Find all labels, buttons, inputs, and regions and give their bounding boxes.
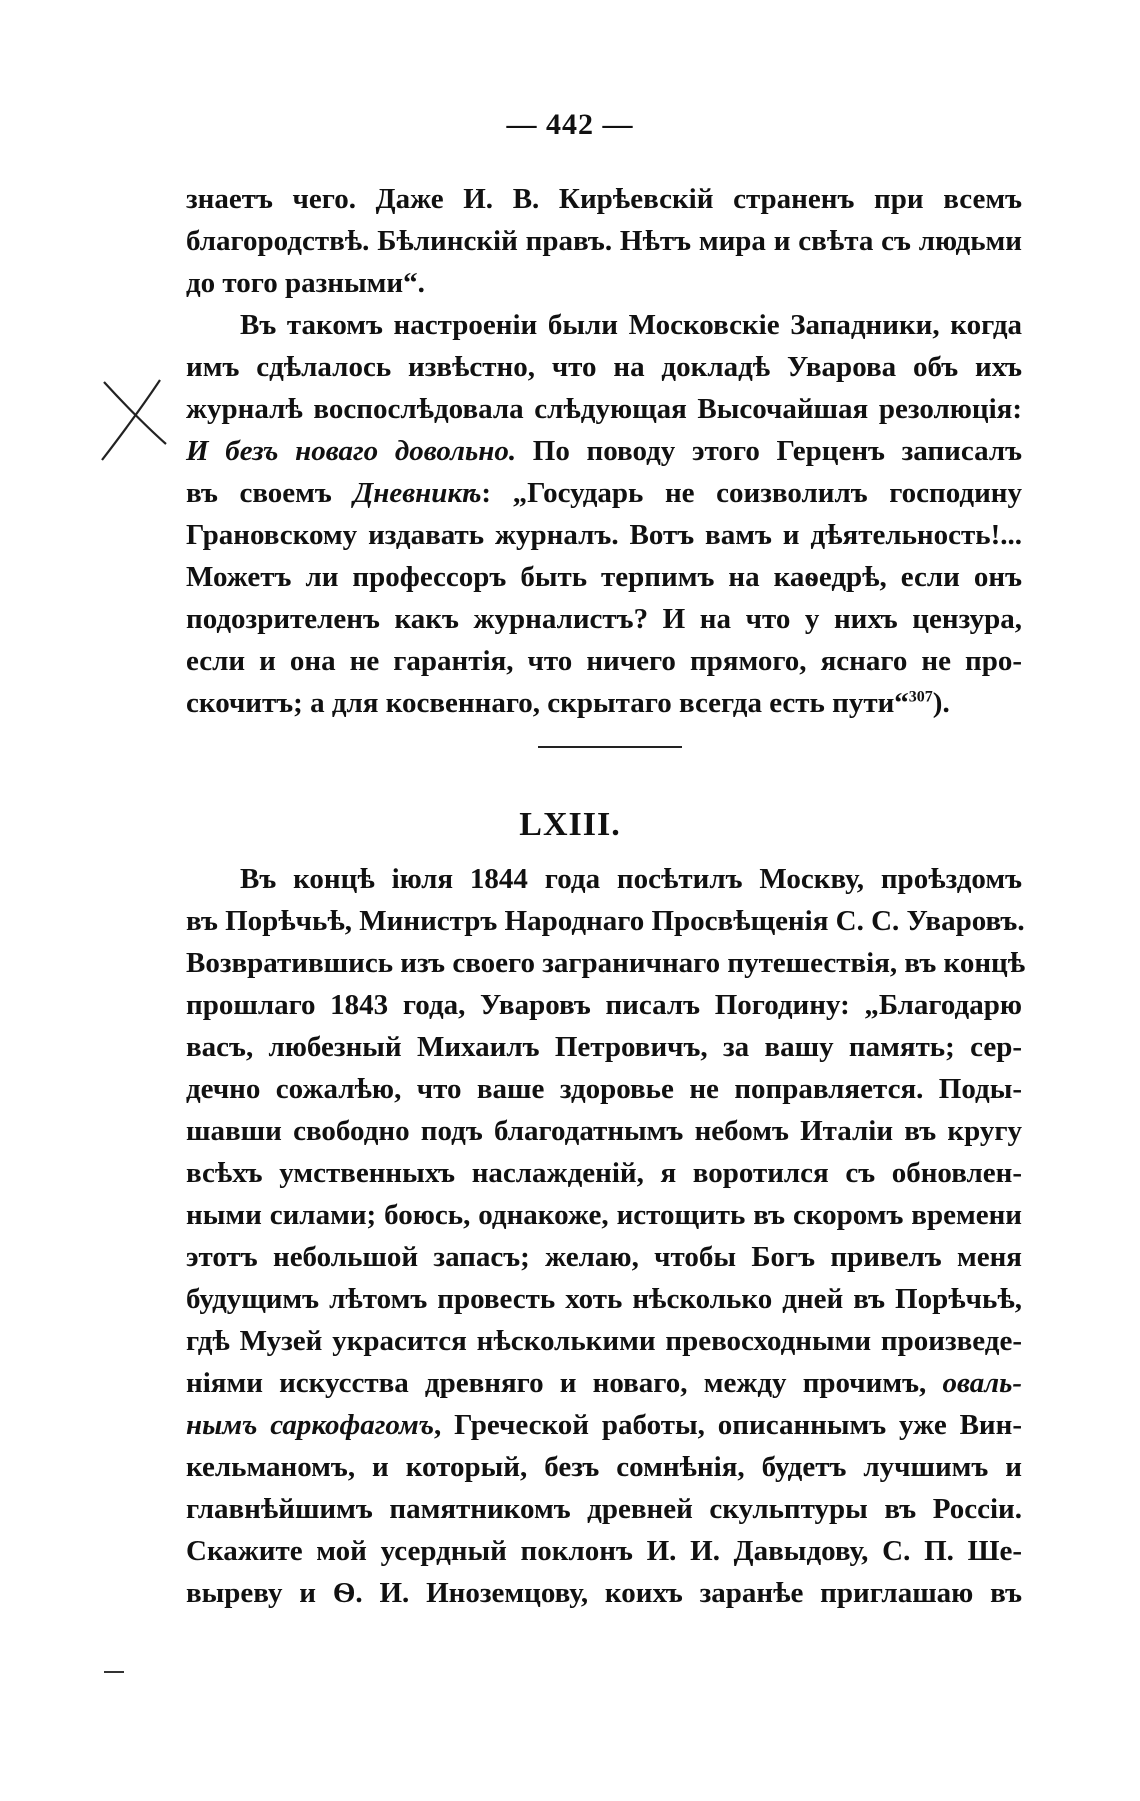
text-fragment: ). bbox=[932, 687, 950, 719]
text-line bbox=[186, 1362, 1022, 1404]
text-line: всѣхъ умственныхъ наслажденій, я воротился съ обновлен- bbox=[186, 1157, 1022, 1189]
paragraph-zapadniki bbox=[186, 304, 1022, 724]
text-line: шавши свободно подъ благодатнымъ небомъ Италіи въ кругу bbox=[186, 1115, 1022, 1147]
italic-sarcophagus: оваль- bbox=[942, 1367, 1022, 1399]
text-line bbox=[186, 1404, 1022, 1446]
text-fragment: По поводу этого Герценъ записалъ bbox=[516, 435, 1022, 467]
text-line: дечно сожалѣю, что ваше здоровье не поправляется. Поды- bbox=[186, 1073, 1022, 1105]
text-fragment: : „Государь не соизволилъ господину bbox=[481, 477, 1022, 509]
paragraph-uvarov bbox=[186, 858, 1026, 1614]
scan-edge-mark bbox=[104, 1670, 124, 1674]
section-heading: LXIII. bbox=[519, 806, 621, 843]
text-line bbox=[186, 430, 1022, 472]
italic-diary: Дневникѣ bbox=[353, 477, 482, 509]
text-fragment: ніями искусства древняго и новаго, между прочимъ, bbox=[186, 1367, 943, 1399]
text-line: благородствѣ. Бѣлинскій правъ. Нѣтъ мира и свѣта съ людьми bbox=[186, 225, 1022, 257]
text-line: главнѣйшимъ памятникомъ древней скульптуры въ Россіи. bbox=[186, 1493, 1022, 1525]
text-line: Въ такомъ настроеніи были Московскіе Западники, когда bbox=[240, 309, 1022, 341]
text-line bbox=[186, 682, 1022, 724]
text-line: Грановскому издавать журналъ. Вотъ вамъ и дѣятельность!... bbox=[186, 519, 1022, 551]
text-line: знаетъ чего. Даже И. В. Кирѣевскій страненъ при всемъ bbox=[186, 183, 1022, 215]
text-line: журналѣ воспослѣдовала слѣдующая Высочайшая резолюція: bbox=[186, 393, 1022, 425]
pencil-cross-mark-icon bbox=[94, 374, 174, 464]
text-line: подозрителенъ какъ журналистъ? И на что у нихъ цензура, bbox=[186, 603, 1022, 635]
text-line: ными силами; боюсь, однакоже, истощить въ скоромъ времени bbox=[186, 1199, 1022, 1231]
text-line: кельманомъ, и который, безъ сомнѣнія, будетъ лучшимъ и bbox=[186, 1451, 1022, 1483]
text-line: гдѣ Музей украсится нѣсколькими превосходными произведе- bbox=[186, 1325, 1022, 1357]
section-divider bbox=[538, 746, 682, 748]
text-line: въ Порѣчьѣ, Министръ Народнаго Просвѣщенія С. С. Уваровъ. bbox=[186, 905, 1025, 937]
text-line: будущимъ лѣтомъ провесть хоть нѣсколько дней въ Порѣчьѣ, bbox=[186, 1283, 1022, 1315]
continued-paragraph bbox=[186, 178, 1022, 304]
text-line: прошлаго 1843 года, Уваровъ писалъ Погодину: „Благодарю bbox=[186, 989, 1022, 1021]
text-fragment: , Греческой работы, описаннымъ уже Вин- bbox=[433, 1409, 1022, 1441]
text-line: имъ сдѣлалось извѣстно, что на докладѣ Уварова объ ихъ bbox=[186, 351, 1022, 383]
text-line: Можетъ ли профессоръ быть терпимъ на каѳедрѣ, если онъ bbox=[186, 561, 1022, 593]
text-line: васъ, любезный Михаилъ Петровичъ, за вашу память; сер- bbox=[186, 1031, 1022, 1063]
text-line: этотъ небольшой запасъ; желаю, чтобы Богъ привелъ меня bbox=[186, 1241, 1022, 1273]
footnote-marker: 307 bbox=[908, 688, 933, 706]
italic-sarcophagus: нымъ саркофагомъ bbox=[186, 1409, 434, 1441]
text-line: Возвратившись изъ своего заграничнаго путешествія, въ концѣ bbox=[186, 947, 1026, 979]
text-fragment: въ своемъ bbox=[186, 477, 354, 509]
italic-resolution: И безъ новаго довольно. bbox=[186, 435, 517, 467]
text-line: выреву и Ѳ. И. Иноземцову, коихъ заранѣе приглашаю въ bbox=[186, 1577, 1022, 1609]
text-line: Скажите мой усердный поклонъ И. И. Давыдову, С. П. Ше- bbox=[186, 1535, 1022, 1567]
text-line: Въ концѣ іюля 1844 года посѣтилъ Москву, проѣздомъ bbox=[240, 863, 1022, 895]
page-number: — 442 — bbox=[506, 108, 634, 141]
text-line: до того разными“. bbox=[186, 267, 425, 299]
text-fragment: скочитъ; а для косвеннаго, скрытаго всегда есть пути“ bbox=[186, 687, 909, 719]
text-line bbox=[186, 472, 1022, 514]
text-line: если и она не гарантія, что ничего прямого, яснаго не про- bbox=[186, 645, 1022, 677]
